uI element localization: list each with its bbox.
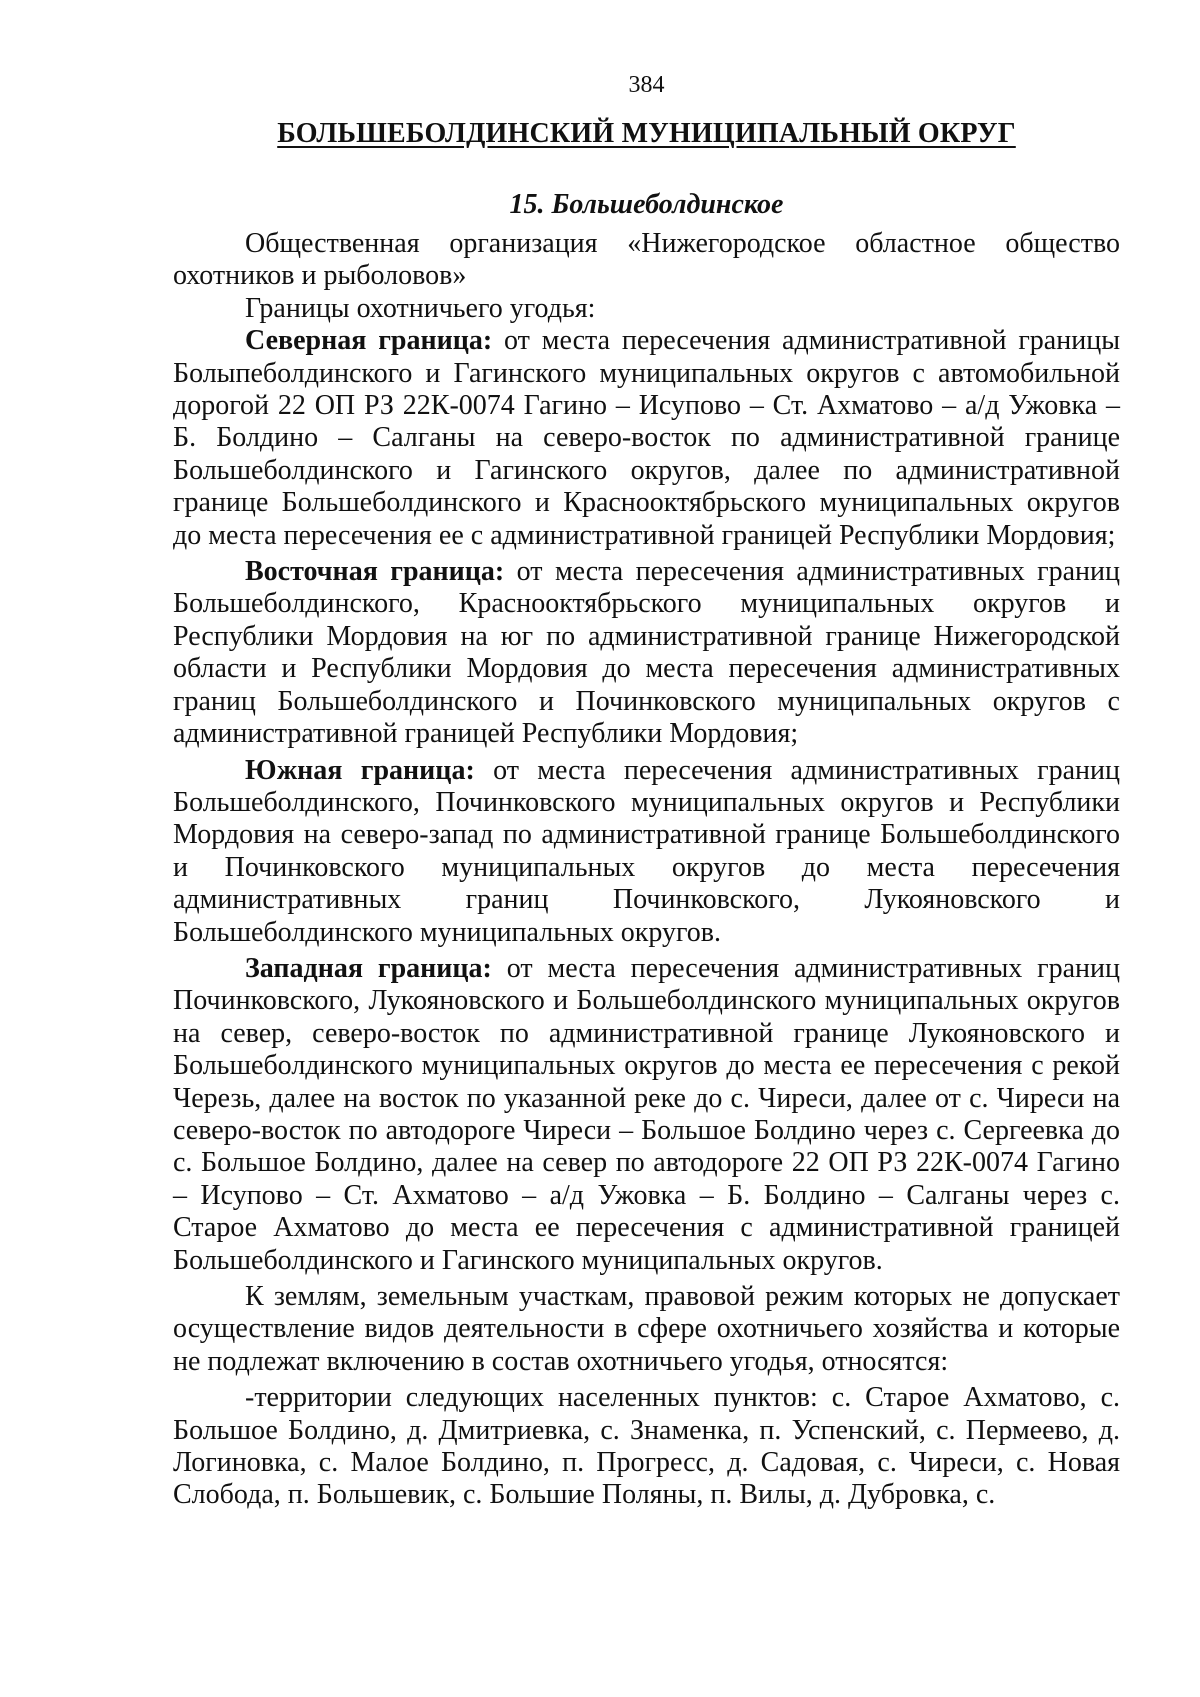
west-boundary-label: Западная граница: <box>245 952 492 984</box>
page-number: 384 <box>628 72 665 98</box>
section-title: БОЛЬШЕБОЛДИНСКИЙ МУНИЦИПАЛЬНЫЙ ОКРУГ <box>277 118 1016 149</box>
east-boundary-paragraph <box>173 556 1120 750</box>
settlements-paragraph: -территории следующих населенных пунктов: с. Старое Ахматово, с. Большое Болдино, д. Дмитриевка, с. Знаменка, п. Успенский, с. Пермеево, д. Логиновка, с. Малое Болдино, п. Прогресс, д. Садовая, с. Чиреси, с. Новая Слобода, п. Большевик, с. Большие Поляны, п. Вилы, д. Дубровка, с. <box>173 1382 1120 1511</box>
east-boundary-text: от места пересечения административных границ Большеболдинского, Краснооктябрьского муниципальных округов и Республики Мордовия на юг по административной границе Нижегородской области и Республики Мордовия до места пересечения административных границ Большеболдинского и Починковского муниципальных округов с административной границей Республики Мордовия; <box>173 556 1120 750</box>
document-body <box>173 228 1120 1512</box>
west-boundary-text: от места пересечения административных границ Починковского, Лукояновского и Большеболдинского муниципальных округов на север, северо-восток по административной границе Лукояновского и Большеболдинского муниципальных округов до места ее пересечения с рекой Черезь, далее на восток по указанной реке до с. Чиреси, далее от с. Чиреси на северо-восток по автодороге Чиреси – Большое Болдино через с. Сергеевка до с. Большое Болдино, далее на север по автодороге 22 ОП РЗ 22К-0074 Гагино – Исупово – Ст. Ахматово – а/д Ужовка – Б. Болдино – Салганы через с. Старое Ахматово до места ее пересечения с административной границей Большеболдинского и Гагинского муниципальных округов. <box>173 952 1121 1276</box>
south-boundary-paragraph <box>173 755 1120 949</box>
north-boundary-text: от места пересечения административной границы Болыпеболдинского и Гагинского муниципальных округов с автомобильной дорогой 22 ОП РЗ 22К-0074 Гагино – Исупово – Ст. Ахматово – а/д Ужовка – Б. Болдино – Салганы на северо-восток по административной границе Большеболдинского и Гагинского округов, далее по административной границе Большеболдинского и Краснооктябрьского муниципальных округов до места пересечения ее с административной границей Республики Мордовия; <box>173 325 1121 551</box>
east-boundary-label: Восточная граница: <box>245 556 505 588</box>
west-boundary-paragraph <box>173 953 1120 1277</box>
north-boundary-paragraph <box>173 325 1120 552</box>
subsection-title: 15. Большеболдинское <box>509 189 784 220</box>
organization-paragraph: Общественная организация «Нижегородское областное общество охотников и рыболовов» <box>173 228 1120 292</box>
exclusions-intro-paragraph: К землям, земельным участкам, правовой режим которых не допускает осуществление видов деятельности в сфере охотничьего хозяйства и которые не подлежат включению в состав охотничьего угодья, относятся: <box>173 1281 1120 1377</box>
boundaries-intro: Границы охотничьего угодья: <box>245 292 596 324</box>
north-boundary-label: Северная граница: <box>245 325 493 357</box>
south-boundary-label: Южная граница: <box>245 754 475 786</box>
south-boundary-text: от места пересечения административных границ Большеболдинского, Починковского муниципальных округов и Республики Мордовия на северо-запад по административной границе Большеболдинского и Починковского муниципальных округов до места пересечения административных границ Починковского, Лукояновского и Большеболдинского муниципальных округов. <box>173 754 1121 948</box>
